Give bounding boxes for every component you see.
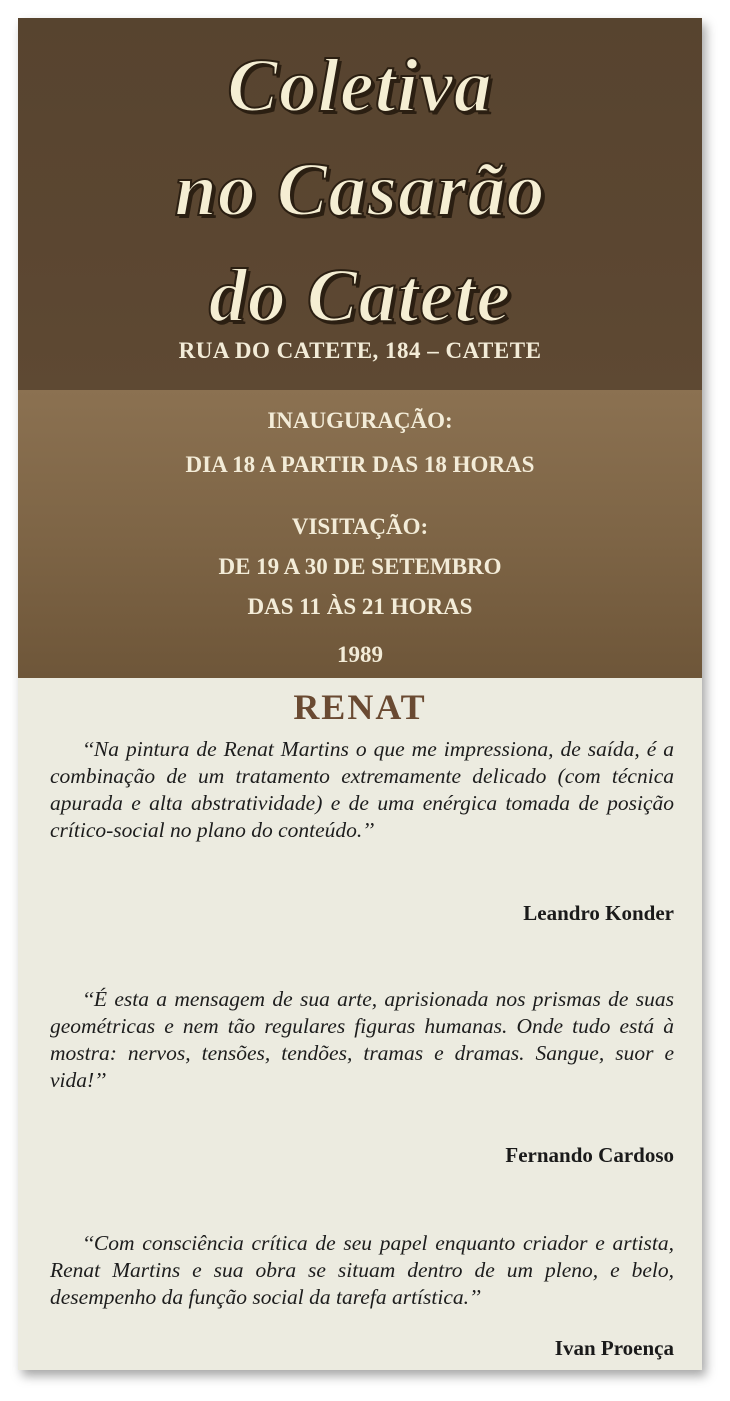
visitation-hours: DAS 11 ÀS 21 HORAS [247, 594, 473, 619]
quote-text: ‘‘Na pintura de Renat Martins o que me impressiona, de saída, é a combinação de um tratamento extremamente delicado (com técnica apurada e alta abstratividade) e de uma enérgica tomada de posição crítico-social no plano do conteúdo.’’ [50, 737, 674, 842]
inauguration-detail: DIA 18 A PARTIR DAS 18 HORAS [185, 452, 535, 477]
artist-name: RENAT [293, 687, 427, 727]
quote-author: Leandro Konder [523, 901, 674, 925]
visitation-dates: DE 19 A 30 DE SETEMBRO [218, 554, 502, 579]
inauguration-label: INAUGURAÇÃO: [267, 408, 453, 433]
address: RUA DO CATETE, 184 – CATETE [178, 338, 542, 363]
quote-text: ‘‘É esta a mensagem de sua arte, aprisionada nos prismas de suas geométricas e nem tão regulares figuras humanas. Onde tudo está à mostra: nervos, tensões, tendões, tramas e dramas. Sangue, suor e vida!’’ [50, 987, 674, 1092]
title-line-3: do Catete [208, 254, 512, 338]
title-line-1: Coletiva [227, 44, 493, 128]
quote-text: ‘‘Com consciência crítica de seu papel enquanto criador e artista, Renat Martins e sua obra se situam dentro de um pleno, e belo, desempenho da função social da tarefa artística.’’ [50, 1231, 674, 1309]
title-line-2: no Casarão [174, 148, 546, 232]
quote-author: Fernando Cardoso [505, 1143, 674, 1167]
invitation-sheet [18, 18, 702, 1370]
visitation-label: VISITAÇÃO: [291, 514, 429, 539]
quote-author: Ivan Proença [554, 1336, 674, 1360]
year: 1989 [337, 642, 383, 667]
